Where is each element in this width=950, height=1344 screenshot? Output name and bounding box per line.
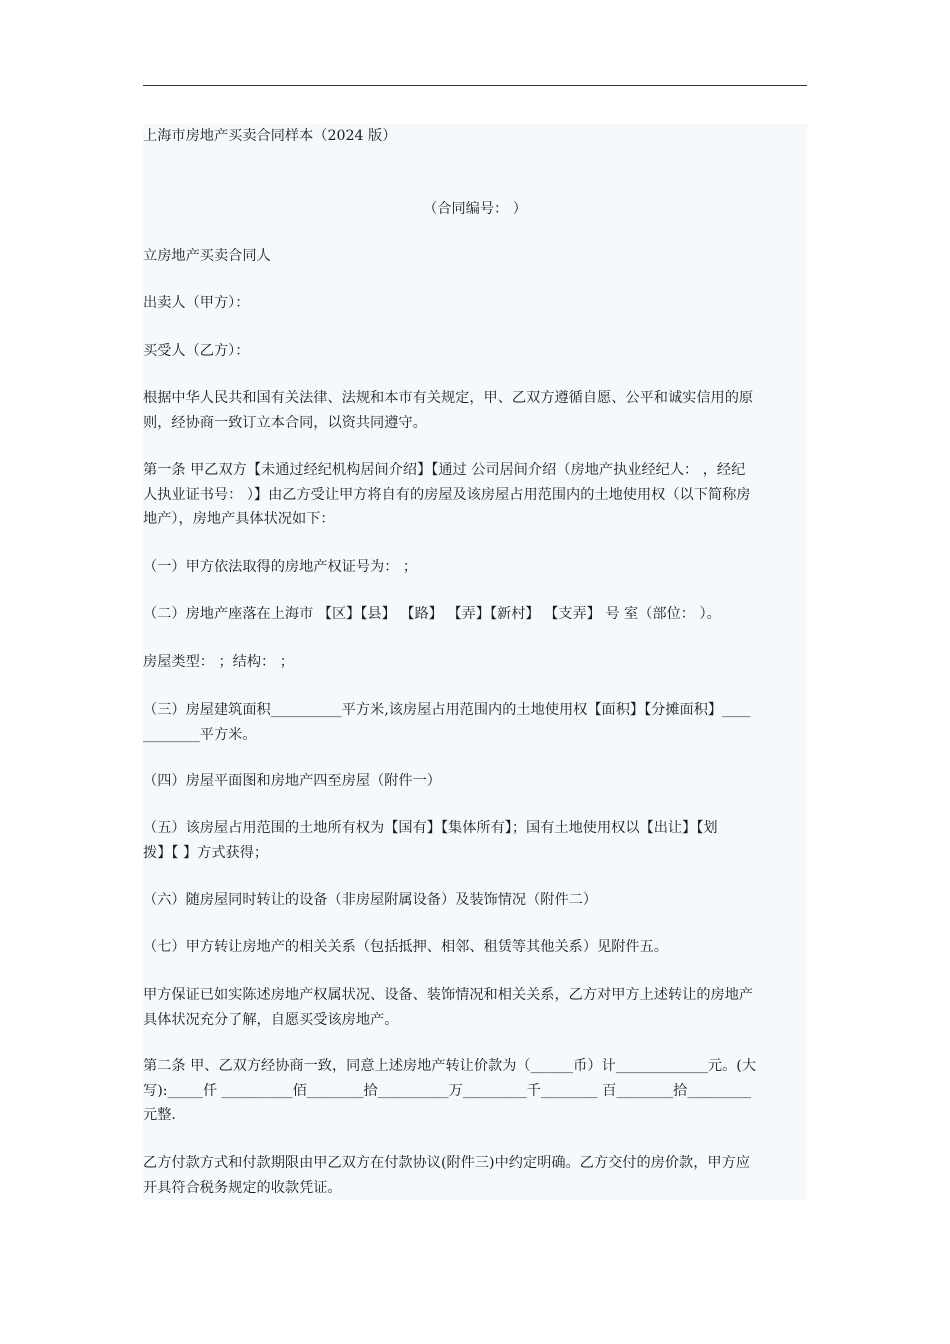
house-type: 房屋类型： ；结构： ；	[143, 654, 294, 670]
article-1-line: 人执业证书号： ）】由乙方受让甲方将自有的房屋及该房屋占用范围内的土地使用权（以下简称房	[143, 486, 751, 503]
article-2-line: 元整.	[143, 1107, 176, 1123]
item-6: （六）随房屋同时转让的设备（非房屋附属设备）及装饰情况（附件二）	[143, 892, 598, 908]
item-2: （二）房地产座落在上海市 【区】【县】 【路】 【弄】【新村】 【支弄】 号 室（部位： ）。	[143, 606, 721, 622]
document-body	[143, 124, 807, 1200]
article-2-line: 写):_____仟 __________佰________拾__________万_________千________ 百________拾_________	[143, 1082, 752, 1099]
payment-line: 乙方付款方式和付款期限由甲乙双方在付款协议(附件三)中约定明确。乙方交付的房价款，甲方应	[143, 1155, 750, 1171]
item-3-line: ________平方米。	[143, 726, 257, 743]
item-1: （一）甲方依法取得的房地产权证号为： ；	[143, 559, 418, 575]
preamble-paragraph	[143, 386, 807, 435]
item-7: （七）甲方转让房地产的相关关系（包括抵押、相邻、租赁等其他关系）见附件五。	[143, 939, 668, 955]
article-2-line: 第二条 甲、乙双方经协商一致，同意上述房地产转让价款为（______币）计_____________元。(大	[143, 1058, 757, 1074]
parties-intro: 立房地产买卖合同人	[143, 248, 271, 264]
item-4: （四）房屋平面图和房地产四至房屋（附件一）	[143, 773, 441, 789]
payment-line: 开具符合税务规定的收款凭证。	[143, 1179, 342, 1196]
article-1	[143, 458, 807, 532]
seller-field: 出卖人（甲方）：	[143, 295, 250, 311]
article-1-line: 地产），房地产具体状况如下：	[143, 511, 335, 527]
guarantee-line: 甲方保证已如实陈述房地产权属状况、设备、装饰情况和相关关系，乙方对甲方上述转让的房地产	[143, 987, 754, 1003]
item-5-line: （五）该房屋占用范围的土地所有权为【国有】【集体所有】；国有土地使用权以【出让】【划	[143, 820, 718, 836]
article-1-line: 第一条 甲乙双方【未通过经纪机构居间介绍】【通过 公司居间介绍（房地产执业经纪人： ，经纪	[143, 462, 746, 478]
item-3	[143, 698, 807, 747]
guarantee-paragraph	[143, 983, 807, 1032]
document-title: 上海市房地产买卖合同样本（2024 版）	[143, 128, 397, 144]
contract-number: （合同编号： ）	[423, 201, 527, 217]
payment-paragraph	[143, 1151, 807, 1200]
item-5	[143, 816, 807, 865]
guarantee-line: 具体状况充分了解，自愿买受该房地产。	[143, 1011, 399, 1028]
item-5-line: 拨】【 】方式获得；	[143, 844, 269, 861]
article-2	[143, 1054, 807, 1128]
header-rule	[143, 85, 807, 86]
item-3-line: （三）房屋建筑面积__________平方米,该房屋占用范围内的土地使用权【面积】【分摊面积】____	[143, 702, 751, 718]
preamble-line: 则，经协商一致订立本合同，以资共同遵守。	[143, 414, 427, 431]
buyer-field: 买受人（乙方）：	[143, 343, 250, 359]
preamble-line: 根据中华人民共和国有关法律、法规和本市有关规定，甲、乙双方遵循自愿、公平和诚实信用的原	[143, 390, 754, 406]
